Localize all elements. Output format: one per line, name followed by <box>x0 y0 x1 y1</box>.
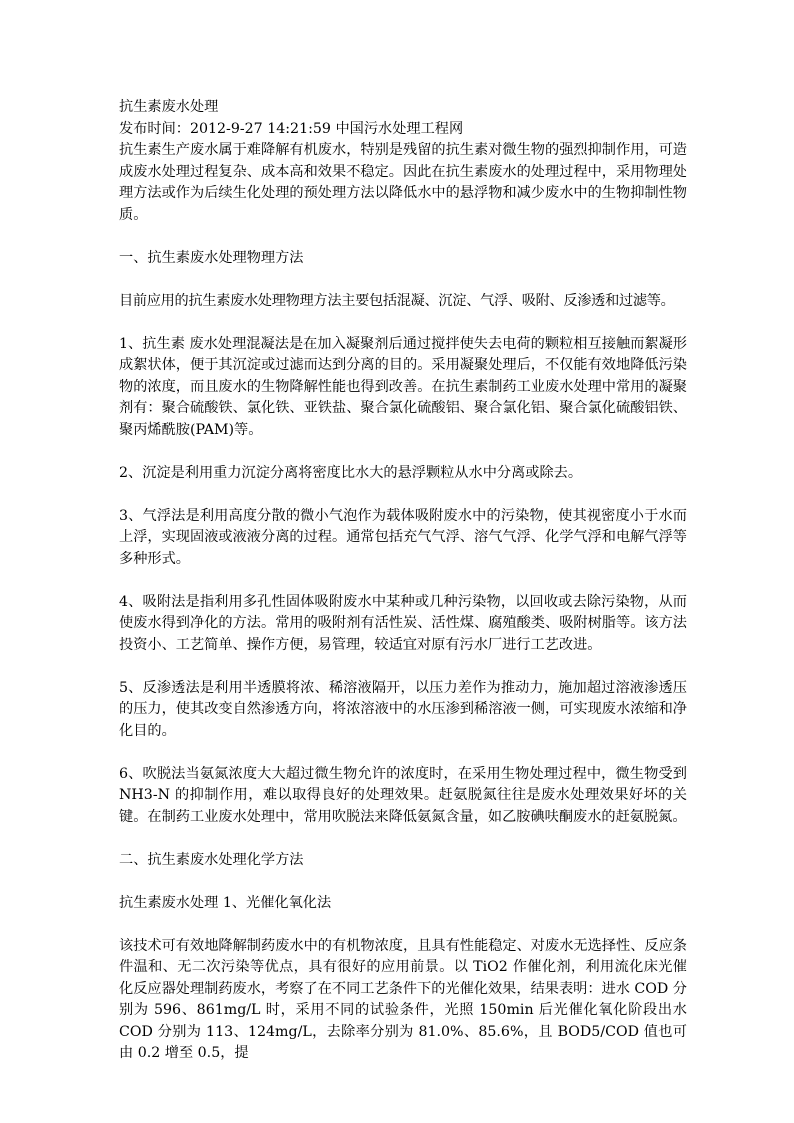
section2-paragraph: 该技术可有效地降解制药废水中的有机物浓度，且具有性能稳定、对废水无选择性、反应条件温和、无二次污染等优点，具有很好的应用前景。以 TiO2 作催化剂，利用流化床光催化反应器处理制药废水，考察了在不同工艺条件下的光催化效果，结果表明：进水 COD 分别为 596、861mg/L 时，采用不同的试验条件，光照 150min 后光催化氧化阶段出水 COD 分别为 113、124mg/L，去除率分别为 81.0%、85.6%，且 BOD5/COD 值也可由 0.2 增至 0.5，提 <box>119 937 687 1061</box>
intro-paragraph: 抗生素生产废水属于难降解有机废水，特别是残留的抗生素对微生物的强烈抑制作用，可造成废水处理过程复杂、成本高和效果不稳定。因此在抗生素废水的处理过程中，采用物理处理方法或作为后续生化处理的预处理方法以降低水中的悬浮物和减少废水中的生物抑制性物质。 <box>119 142 687 223</box>
method-item-3: 3、气浮法是利用高度分散的微小气泡作为载体吸附废水中的污染物，使其视密度小于水而上浮，实现固液或液液分离的过程。通常包括充气气浮、溶气气浮、化学气浮和电解气浮等多种形式。 <box>119 507 687 567</box>
method-item-2: 2、沉淀是利用重力沉淀分离将密度比水大的悬浮颗粒从水中分离或除去。 <box>119 464 583 481</box>
document-page <box>119 97 687 1065</box>
method-item-1: 1、抗生素 废水处理混凝法是在加入凝聚剂后通过搅拌使失去电荷的颗粒相互接触而絮凝形成絮状体，便于其沉淀或过滤而达到分离的目的。采用凝聚处理后，不仅能有效地降低污染物的浓度，而且废水的生物降解性能也得到改善。在抗生素制药工业废水处理中常用的凝聚剂有：聚合硫酸铁、氯化铁、亚铁盐、聚合氯化硫酸铝、聚合氯化铝、聚合氯化硫酸铝铁、聚丙烯酰胺(PAM)等。 <box>119 335 687 438</box>
publish-info: 发布时间：2012-9-27 14:21:59 中国污水处理工程网 <box>119 120 464 137</box>
section1-heading: 一、抗生素废水处理物理方法 <box>119 249 304 266</box>
method-item-6: 6、吹脱法当氨氮浓度大大超过微生物允许的浓度时，在采用生物处理过程中，微生物受到NH3-N 的抑制作用，难以取得良好的处理效果。赶氨脱氮往往是废水处理效果好坏的关键。在制药工业废水处理中，常用吹脱法来降低氨氮含量，如乙胺碘呋酮废水的赶氨脱氮。 <box>119 765 687 825</box>
section1-summary: 目前应用的抗生素废水处理物理方法主要包括混凝、沉淀、气浮、吸附、反渗透和过滤等。 <box>119 292 675 309</box>
section2-subheading: 抗生素废水处理 1、光催化氧化法 <box>119 894 332 911</box>
method-item-5: 5、反渗透法是利用半透膜将浓、稀溶液隔开，以压力差作为推动力，施加超过溶液渗透压的压力，使其改变自然渗透方向，将浓溶液中的水压渗到稀溶液一侧，可实现废水浓缩和净化目的。 <box>119 679 687 739</box>
document-title: 抗生素废水处理 <box>119 99 219 115</box>
method-item-4: 4、吸附法是指利用多孔性固体吸附废水中某种或几种污染物，以回收或去除污染物，从而使废水得到净化的方法。常用的吸附剂有活性炭、活性煤、腐殖酸类、吸附树脂等。该方法投资小、工艺简单、操作方便，易管理，较适宜对原有污水厂进行工艺改进。 <box>119 593 687 653</box>
section2-heading: 二、抗生素废水处理化学方法 <box>119 851 304 868</box>
